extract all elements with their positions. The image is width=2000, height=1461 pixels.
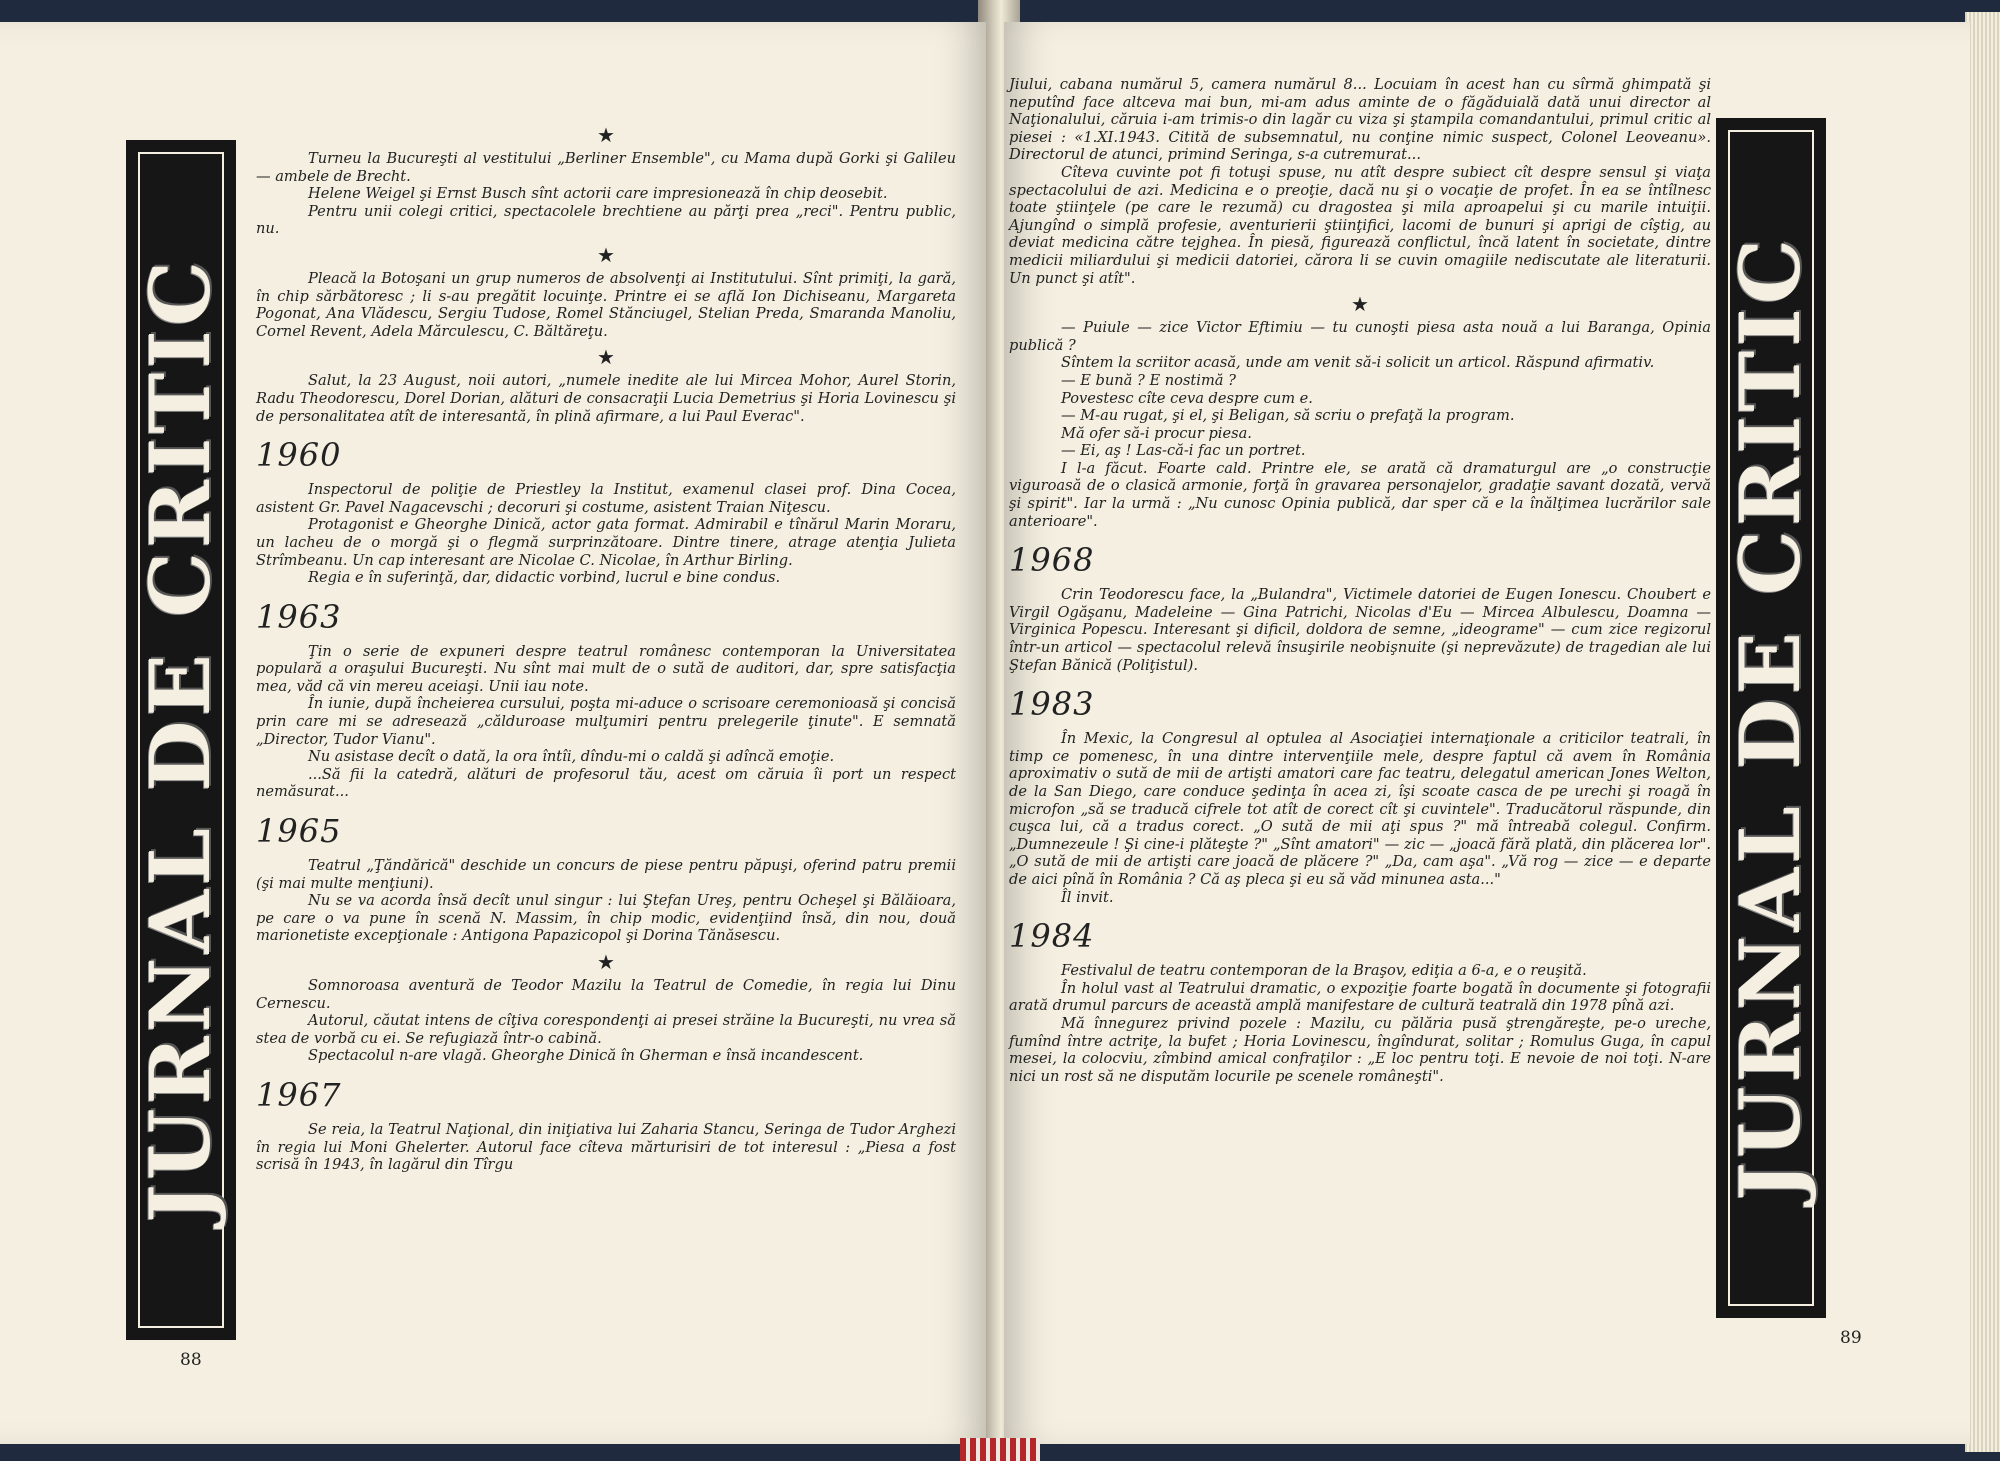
right-title-band — [1716, 118, 1826, 1318]
page-number-left: 88 — [180, 1350, 202, 1370]
journal-paragraph: Mă ofer să-i procur piesa. — [1061, 424, 1252, 442]
journal-paragraph: — E bună ? E nostimă ? — [1061, 371, 1236, 389]
journal-paragraph: Îl invit. — [1061, 888, 1114, 906]
journal-paragraph: — M-au rugat, şi el, şi Beligan, să scriu o prefaţă la program. — [1061, 407, 1515, 425]
band-title: JURNAL DE CRITIC — [133, 257, 229, 1223]
left-title-band — [126, 140, 236, 1340]
year-heading: 1968 — [1009, 541, 1095, 580]
journal-paragraph: Crin Teodorescu face, la „Bulandra", Victimele datoriei de Eugen Ionescu. Choubert e Virgil Ogăşanu, Madeleine — Gina Patrichi, Nicolas d'Eu — Mircea Albulescu, Doamna — Virginica Popescu. Interesant şi dificil, doldora de semne, „ideograme" — cum zice regizorul într-un articol — spectacolul relevă însuşirile neobişnuite (şi neprevăzute) de tragedian ale lui Ştefan Bănică (Poliţistul). — [1009, 586, 1711, 674]
journal-paragraph: Cîteva cuvinte pot fi totuşi spuse, nu atît despre subiect cît despre sensul şi viaţa spectacolului de azi. Medicina e o preoţie, dacă nu şi o vocaţie de profet. În ea se întîlnesc toate ştiinţele (pe care le rezumă) cu dragostea şi mila aproapelui şi cu marile intuiţii. Ajungînd o simplă profesie, aventurierii ştiinţifici, lacomi de bunuri şi aprigi de cîştig, au deviat medicina către tejghea. În piesă, figurează conflictul, încă latent în societate, dintre medicii miliardului şi medicii datoriei, cărora li se cuvin omagiile nediscutate ale literaturii. Un punct şi atît". — [1009, 163, 1711, 287]
page-number-right: 89 — [1840, 1328, 1862, 1348]
journal-paragraph: I l-a făcut. Foarte cald. Printre ele, se arată că dramaturgul are „o construcţie viguroasă de o clasică armonie, forţă în gravarea personajelor, gradaţie savant dozată, vervă şi spirit". Iar la urmă : „Nu cunosc Opinia publică, dar sper că e la înălţimea lucrărilor sale anterioare". — [1009, 459, 1711, 530]
page-edges — [1965, 12, 2000, 1452]
section-star-divider: ★ — [597, 345, 615, 370]
year-heading: 1983 — [1009, 685, 1095, 724]
right-page — [1004, 22, 1970, 1444]
journal-paragraph: Protagonist e Gheorghe Dinică, actor gata format. Admirabil e tînărul Marin Moraru, un lacheu de o morgă şi o flegmă surprinzătoare. Dintre tinere, atrage atenţia Julieta Strîmbeanu. Un cap interesant are Nicolae C. Nicolae, în Arthur Birling. — [256, 516, 956, 569]
journal-paragraph: ...Să fii la catedră, alături de profesorul tău, acest om căruia îi port un respect nemăsurat... — [256, 765, 956, 801]
journal-paragraph: În Mexic, la Congresul al optulea al Asociaţiei internaţionale a criticilor teatrali, în timp ce pomenesc, în una dintre intervenţiile mele, despre faptul că avem în România aproximativ o sută de mii de artişti amatori care fac teatru, delegatul american Jones Welton, de la San Diego, care conduce şedinţa în acea zi, îşi scoate casca de pe urechi şi roagă în microfon „să se traducă cifrele tot atît de corect cît şi cuvintele". Traducătorul răspunde, din cuşca lui, că a tradus corect. „O sută de mii aţi spus ?" mă întreabă colegul. Confirm. „Dumnezeule ! Şi cine-i plăteşte ?" „Sînt amatori" — zic — „joacă fără plată, din plăcerea lor". „O sută de mii de artişti care joacă de plăcere ?" „Da, cam aşa". „Vă rog — zice — e departe de aici pînă în România ? Că aş pleca şi eu să văd minunea asta..." — [1009, 730, 1711, 888]
journal-paragraph: Nu se va acorda însă decît unul singur : lui Ştefan Ureş, pentru Ocheşel şi Bălăioara, pe care o va pune în scenă N. Massim, în chip modic, evidenţiind însă, din nou, două marionetiste excepţionale : Antigona Papazicopol şi Dorina Tănăsescu. — [256, 892, 956, 945]
journal-paragraph: Salut, la 23 August, noii autori, „numele inedite ale lui Mircea Mohor, Aurel Storin, Radu Theodorescu, Dorel Dorian, alături de consacraţii Lucia Demetrius şi Horia Lovinescu şi de personalitatea atît de interesantă, în plină afirmare, a lui Paul Everac". — [256, 372, 956, 425]
left-page — [0, 22, 986, 1444]
journal-paragraph: Teatrul „Ţăndărică" deschide un concurs de piese pentru păpuşi, oferind patru premii (şi mai multe menţiuni). — [256, 857, 956, 892]
right-text-column — [1009, 76, 1711, 1085]
headband — [960, 1438, 1040, 1461]
year-heading: 1960 — [256, 436, 342, 475]
section-star-divider: ★ — [597, 242, 615, 267]
journal-paragraph: Nu asistase decît o dată, la ora întîi, dîndu-mi o caldă şi adîncă emoţie. — [308, 748, 835, 766]
journal-paragraph: Sîntem la scriitor acasă, unde am venit să-i solicit un articol. Răspund afirmativ. — [1061, 354, 1655, 372]
year-heading: 1967 — [256, 1075, 342, 1114]
band-title: JURNAL DE CRITIC — [1723, 235, 1819, 1201]
left-text-column — [256, 118, 956, 1174]
journal-paragraph: În iunie, după încheierea cursului, poşta mi-aduce o scrisoare ceremonioasă şi concisă prin care mi se adresează „călduroase mulţumiri pentru prelegerile ţinute". E semnată „Director, Tudor Vianu". — [256, 695, 956, 748]
journal-paragraph: Se reia, la Teatrul Naţional, din iniţiativa lui Zaharia Stancu, Seringa de Tudor Arghezi în regia lui Moni Ghelerter. Autorul face cîteva mărturisiri de tot interesul : „Piesa a fost scrisă în 1943, în lagărul din Tîrgu — [256, 1120, 956, 1174]
journal-paragraph: Pleacă la Botoşani un grup numeros de absolvenţi ai Institutului. Sînt primiţi, la gară, în chip sărbătoresc ; li s-au pregătit locuinţe. Printre ei se află Ion Dichiseanu, Margareta Pogonat, Ana Vlădescu, Sergiu Tudose, Romel Stănciugel, Stelian Preda, Smaranda Manoliu, Cornel Revent, Adela Mărculescu, C. Băltăreţu. — [256, 269, 956, 340]
journal-paragraph: Jiului, cabana numărul 5, camera numărul 8... Locuiam în acest han cu sîrmă ghimpată şi neputînd face altceva mai bun, mi-am adus aminte de o făgăduială dată unui director al Naţionalului, căruia i-am trimis-o din lagăr cu viza şi ştampila comandantului, primul critic al piesei : «1.XI.1943. Citită de subsemnatul, nu conţine nimic suspect, Colonel Leoveanu». Directorul de atunci, primind Seringa, s-a cutremurat... — [1009, 76, 1711, 164]
year-heading: 1963 — [256, 597, 342, 636]
journal-paragraph: Festivalul de teatru contemporan de la Braşov, ediţia a 6-a, e o reuşită. — [1061, 962, 1587, 980]
journal-paragraph: Regia e în suferinţă, dar, didactic vorbind, lucrul e bine condus. — [308, 569, 781, 587]
year-heading: 1965 — [256, 812, 342, 851]
year-heading: 1984 — [1009, 917, 1095, 956]
journal-paragraph: — Ei, aş ! Las-că-i fac un portret. — [1061, 442, 1306, 460]
section-star-divider: ★ — [597, 950, 615, 974]
journal-paragraph: — Puiule — zice Victor Eftimiu — tu cunoşti piesa asta nouă a lui Baranga, Opinia publică ? — [1009, 319, 1711, 354]
journal-paragraph: Somnoroasa aventură de Teodor Mazilu la Teatrul de Comedie, în regia lui Dinu Cernescu. — [256, 977, 956, 1012]
journal-paragraph: Helene Weigel şi Ernst Busch sînt actorii care impresionează în chip deosebit. — [308, 185, 888, 203]
section-star-divider: ★ — [1351, 292, 1369, 317]
section-star-divider: ★ — [597, 123, 615, 147]
journal-paragraph: Pentru unii colegi critici, spectacolele brechtiene au părţi prea „reci". Pentru public, nu. — [256, 202, 956, 238]
journal-paragraph: Turneu la Bucureşti al vestitului „Berliner Ensemble", cu Mama după Gorki şi Galileu — ambele de Brecht. — [256, 150, 956, 185]
journal-paragraph: Povestesc cîte ceva despre cum e. — [1061, 389, 1313, 407]
journal-paragraph: Mă înnegurez privind pozele : Mazilu, cu pălăria pusă ştrengăreşte, pe-o ureche, fumînd între actriţe, la bufet ; Horia Lovinescu, îngîndurat, solitar ; Romulus Guga, în capul mesei, la colocviu, zîmbind amical confraţilor : „E loc pentru toţi. E nevoie de noi toţi. N-are nici un rost să ne disputăm locurile pe scenele româneşti". — [1009, 1014, 1711, 1085]
journal-paragraph: În holul vast al Teatrului dramatic, o expoziţie foarte bogată în documente şi fotografii arată drumul parcurs de această amplă manifestare de cultură teatrală din 1978 pînă azi. — [1009, 979, 1711, 1015]
journal-paragraph: Inspectorul de poliţie de Priestley la Institut, examenul clasei prof. Dina Cocea, asistent Gr. Pavel Nagacevschi ; decoruri şi costume, asistent Traian Niţescu. — [256, 481, 956, 516]
journal-paragraph: Spectacolul n-are vlagă. Gheorghe Dinică în Gherman e însă incandescent. — [308, 1047, 864, 1065]
journal-paragraph: Ţin o serie de expuneri despre teatrul românesc contemporan la Universitatea populară a oraşului Bucureşti. Nu sînt mai mult de o sută de auditori, dar, spre satisfacţia mea, văd că vin mereu aceiaşi. Unii iau note. — [256, 642, 956, 695]
journal-paragraph: Autorul, căutat intens de cîţiva corespondenţi ai presei străine la Bucureşti, nu vrea să stea de vorbă cu ei. Se refugiază într-o cabină. — [256, 1012, 956, 1047]
